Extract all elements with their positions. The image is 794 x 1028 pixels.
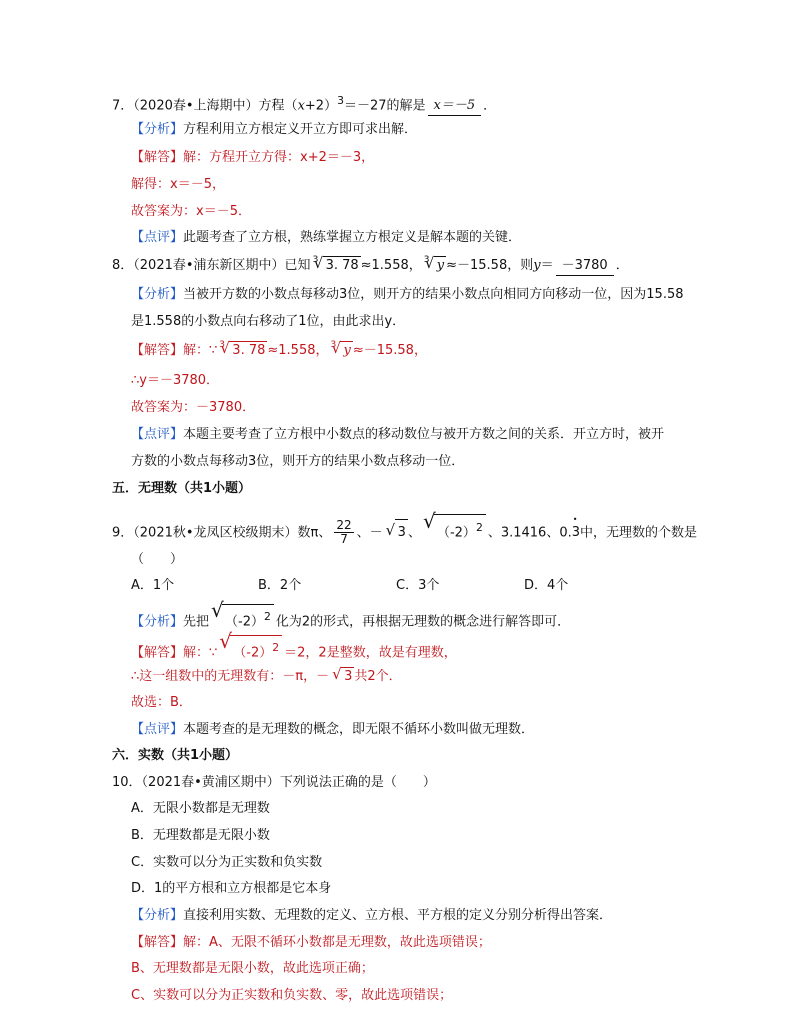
q7-analysis: 【分析】方程利用立方根定义开立方即可求出解．: [131, 122, 418, 137]
comment-tag: 【点评】: [131, 427, 184, 442]
q7-answer-line: 故答案为：x＝－5．: [131, 204, 251, 219]
q9-stem: 9．（2021秋•龙凤区校级期末）数π、 $\frac{22}{7}$ 、－√ 3 、√ $(-2)^2$ 、3.1416、0.• 3中，无理数的个数是: [112, 514, 697, 546]
q9-blank: （ ）: [131, 552, 184, 567]
comment-tag: 【点评】: [131, 722, 184, 737]
q8-analysis-cont: 是1.558的小数点向右移动了1位，由此求出y．: [131, 314, 406, 329]
repeating-decimal-digit: • 3: [572, 520, 580, 546]
q8-therefore: ∴y＝－3780．: [131, 373, 220, 388]
q9-number: 9．: [112, 525, 134, 541]
q8-source: （2021春•浦东新区期中）: [133, 258, 285, 273]
q8-solution: 【解答】解：∵ 3 √ 3. 78 ≈1.558， 3 √ y ≈－15.58，: [131, 341, 427, 360]
cube-root-y: 3 √ y: [330, 341, 352, 360]
q8-number: 8．: [112, 258, 134, 273]
cube-root-3-78: 3 √ 3. 78: [313, 256, 361, 275]
q8-answer: －3780: [556, 257, 614, 276]
section-heading-real-numbers: 六．实数（共1小题）: [112, 748, 239, 763]
q10-option-c: C．实数可以分为正实数和负实数: [131, 855, 323, 870]
q10-option-a: A．无限小数都是无理数: [131, 801, 270, 816]
q10-stem: 10．（2021春•黄浦区期中）下列说法正确的是（ ）: [112, 775, 436, 790]
q9-therefore: ∴这一组数中的无理数有：－π，－√ 3 共2个．: [131, 667, 402, 686]
sqrt-neg2-squared: √ $(-2)^2$: [211, 604, 274, 634]
comment-tag: 【点评】: [131, 230, 184, 245]
q9-option-a: A．1个: [131, 578, 175, 593]
analysis-tag: 【分析】: [131, 908, 184, 923]
cube-root-3-78: 3 √ 3. 78: [219, 341, 267, 360]
q7-comment: 【点评】此题考查了立方根，熟练掌握立方根定义是解本题的关键．: [131, 230, 522, 245]
sqrt-neg2-squared: √ $(-2)^2$: [423, 514, 486, 546]
q9-solution: 【解答】解：∵√ $(-2)^2 =2$，2是整数，故是有理数，: [131, 635, 457, 665]
sqrt-3: √ 3: [385, 519, 408, 546]
q7-solution-line: 解得：x＝－5，: [131, 177, 225, 192]
q7-answer: x＝－5: [428, 97, 482, 116]
q10-number: 10．: [112, 775, 142, 790]
q10-analysis: 【分析】直接利用实数、无理数的定义、立方根、平方根的定义分别分析得出答案．: [131, 908, 613, 923]
q8-stem: 8．（2021春•浦东新区期中）已知 3 √ 3. 78 ≈1.558， 3 √ y ≈－15.58，则y＝ －3780 ．: [112, 256, 629, 276]
section-heading-irrational: 五．无理数（共1小题）: [112, 481, 252, 496]
q9-analysis: 【分析】先把√ $(-2)^2$ 化为2的形式，再根据无理数的概念进行解答即可．: [131, 604, 570, 634]
q7-source: （2020春•上海期中）: [133, 98, 259, 114]
q8-comment-cont: 方数的小数点每移动3位，则开方的结果小数点移动一位．: [131, 454, 465, 469]
q8-analysis: 【分析】当被开方数的小数点每移动3位，则开方的结果小数点向相同方向移动一位，因为15.58: [131, 287, 684, 302]
q9-option-c: C．3个: [396, 578, 440, 593]
q7-number: 7．: [112, 98, 134, 114]
q10-option-b: B．无理数都是无限小数: [131, 828, 270, 843]
q10-option-d: D．1的平方根和立方根都是它本身: [131, 881, 332, 896]
q10-solution: 【解答】解：A、无限不循环小数都是无理数，故此选项错误；: [131, 935, 491, 950]
analysis-tag: 【分析】: [131, 614, 184, 630]
q10-solution-c: C、实数可以分为正实数和负实数、零，故此选项错误；: [131, 988, 453, 1003]
analysis-tag: 【分析】: [131, 287, 184, 302]
solution-tag: 【解答】: [131, 343, 184, 358]
q10-source: （2021春•黄浦区期中）: [141, 775, 280, 790]
q9-choose: 故选：B．: [131, 695, 192, 710]
sqrt-neg2-squared: √ $(-2)^2$: [219, 635, 282, 665]
fraction-22-7: $\frac{22}{7}$: [336, 518, 352, 547]
solution-tag: 【解答】: [131, 150, 184, 165]
q9-option-b: B．2个: [258, 578, 302, 593]
solution-tag: 【解答】: [131, 935, 184, 950]
q10-solution-b: B、无理数都是无限小数，故此选项正确；: [131, 961, 374, 976]
q9-option-d: D．4个: [524, 578, 569, 593]
solution-tag: 【解答】: [131, 645, 184, 661]
analysis-tag: 【分析】: [131, 122, 184, 137]
q8-answer-line: 故答案为：－3780．: [131, 400, 256, 415]
q8-comment: 【点评】本题主要考查了立方根中小数点的移动数位与被开方数之间的关系．开立方时，被开: [131, 427, 665, 442]
q9-source: （2021秋•龙凤区校级期末）: [133, 525, 298, 541]
q7-stem: 7．（2020春•上海期中）方程$(x+2)^3=-27$的解是 x＝－5 ．: [112, 92, 496, 116]
sqrt-3: √ 3: [331, 667, 354, 686]
q9-comment: 【点评】本题考查的是无理数的概念，即无限不循环小数叫做无理数．: [131, 722, 535, 737]
q7-solution: 【解答】解：方程开立方得：x+2＝－3，: [131, 150, 375, 165]
cube-root-y: 3 √ y: [424, 256, 446, 275]
